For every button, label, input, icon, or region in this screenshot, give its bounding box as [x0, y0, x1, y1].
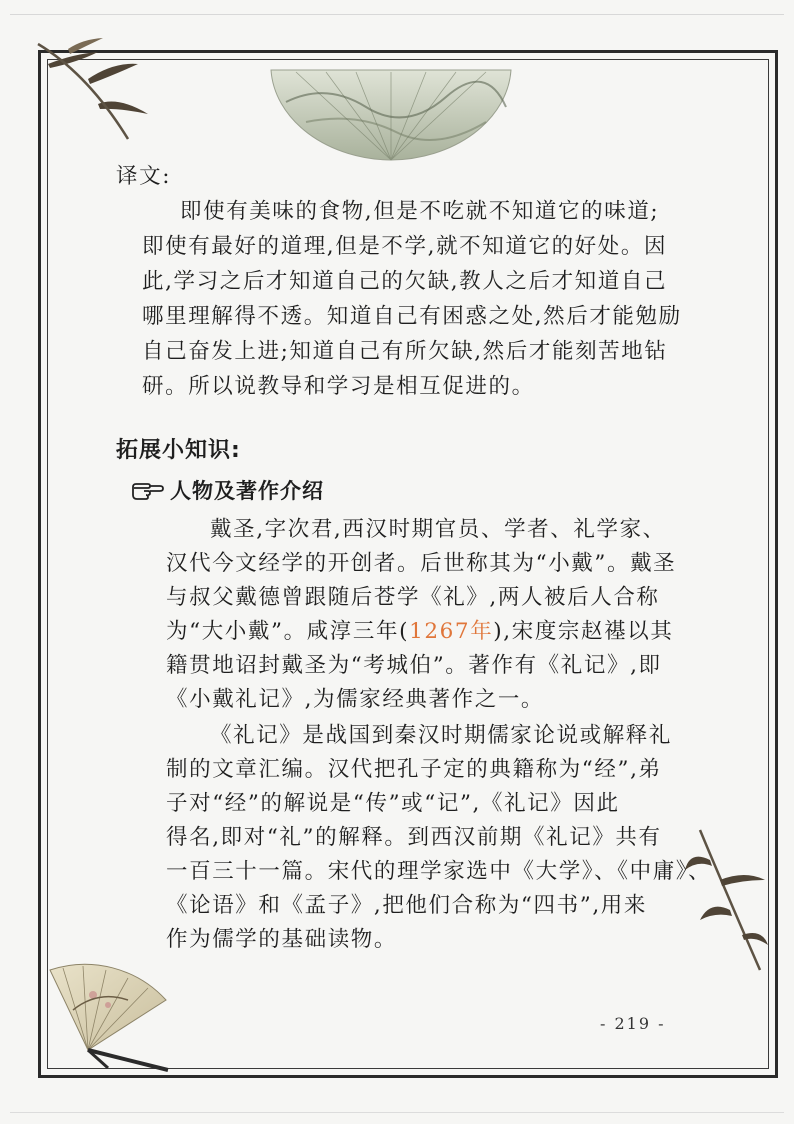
bamboo-decoration-top-left	[28, 34, 158, 144]
para1-line-1: 戴圣,字次君,西汉时期官员、学者、礼学家、	[210, 517, 666, 542]
translation-line-4: 哪里理解得不透。知道自己有困惑之处,然后才能勉励	[142, 304, 682, 329]
para2-line-4: 得名,即对“礼”的解释。到西汉前期《礼记》共有	[166, 825, 662, 850]
para1-line-5: 籍贯地诏封戴圣为“考城伯”。著作有《礼记》,即	[166, 653, 662, 678]
para1-line-2: 汉代今文经学的开创者。后世称其为“小戴”。戴圣	[166, 551, 677, 576]
translation-line-2: 即使有最好的道理,但是不学,就不知道它的好处。因	[142, 234, 668, 259]
fan-painting-bottom	[48, 950, 198, 1075]
translation-line-1: 即使有美味的食物,但是不吃就不知道它的味道;	[180, 199, 660, 224]
para2-line-7: 作为儒学的基础读物。	[166, 927, 398, 952]
fan-painting-top	[266, 62, 516, 162]
para2-line-1: 《礼记》是战国到秦汉时期儒家论说或解释礼	[210, 723, 673, 748]
translation-line-6: 研。所以说教导和学习是相互促进的。	[142, 374, 535, 399]
para1-line-3: 与叔父戴德曾跟随后苍学《礼》,两人被后人合称	[166, 585, 660, 610]
para1-line-4-start: 为“大小戴”。咸淳三年(	[166, 619, 410, 644]
para1-line-6: 《小戴礼记》,为儒家经典著作之一。	[166, 687, 545, 712]
extension-subheading: 人物及著作介绍	[170, 479, 324, 503]
para2-line-2: 制的文章汇编。汉代把孔子定的典籍称为“经”,弟	[166, 757, 662, 782]
para1-line-4-end: ),宋度宗赵禥以其	[493, 619, 674, 644]
para2-line-5: 一百三十一篇。宋代的理学家选中《大学》、《中庸》、	[166, 859, 712, 884]
scan-edge-top	[10, 14, 784, 15]
page-number: - 219 -	[600, 1014, 666, 1033]
para2-line-6: 《论语》和《孟子》,把他们合称为“四书”,用来	[166, 893, 647, 918]
translation-label: 译文:	[116, 164, 172, 189]
pointing-hand-icon	[132, 480, 164, 502]
scan-edge-bottom	[10, 1112, 784, 1113]
extension-heading: 拓展小知识:	[116, 438, 241, 463]
para2-line-3: 子对“经”的解说是“传”或“记”,《礼记》因此	[166, 791, 620, 816]
translation-line-3: 此,学习之后才知道自己的欠缺,教人之后才知道自己	[142, 269, 668, 294]
para1-line-4	[166, 621, 673, 643]
year-highlight: 1267年	[409, 619, 494, 644]
translation-line-5: 自己奋发上进;知道自己有所欠缺,然后才能刻苦地钻	[142, 339, 668, 364]
bamboo-decoration-bottom-right	[680, 820, 770, 980]
